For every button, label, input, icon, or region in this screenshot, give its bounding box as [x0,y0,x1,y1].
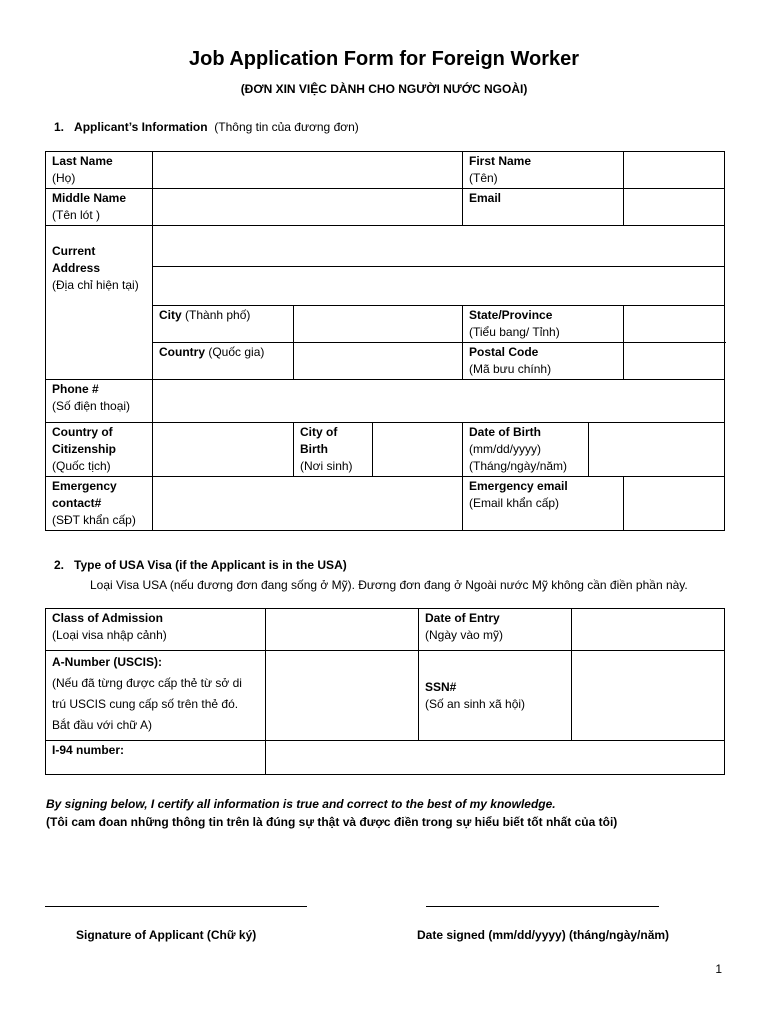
page-title: Job Application Form for Foreign Worker [188,48,580,70]
middle-name-label: Middle Name (Tên lót ) [46,189,153,226]
emergency-contact-label: Emergency contact# (SĐT khẩn cấp) [46,477,153,531]
class-of-admission-field[interactable] [266,609,419,651]
first-name-field[interactable] [624,152,725,189]
section-1-heading [54,120,359,134]
date-signed-line[interactable] [426,906,659,907]
date-signed-label: Date signed (mm/dd/yyyy) (tháng/ngày/năm) [417,928,670,942]
ssn-field[interactable] [572,651,725,741]
a-number-field[interactable] [266,651,419,741]
section-2-number: 2. [54,558,65,572]
first-name-label: First Name (Tên) [463,152,624,189]
section-2-label: Type of USA Visa (if the Applicant is in the USA) [74,558,347,572]
postal-code-field[interactable] [624,343,725,380]
middle-name-field[interactable] [153,189,463,226]
dob-label: Date of Birth (mm/dd/yyyy) (Tháng/ngày/năm) [463,423,589,477]
phone-field[interactable] [153,380,725,423]
applicant-info-table [45,151,725,531]
city-of-birth-label: City of Birth (Nơi sinh) [294,423,373,477]
section-1-number: 1. [54,120,65,134]
dob-field[interactable] [589,423,725,477]
date-of-entry-label: Date of Entry (Ngày vào mỹ) [419,609,572,651]
visa-table [45,608,725,775]
citizenship-label: Country of Citizenship (Quốc tịch) [46,423,153,477]
i94-label: I-94 number: [46,741,266,775]
state-field[interactable] [624,306,725,343]
state-label: State/Province (Tiểu bang/ Tỉnh) [463,306,624,343]
last-name-field[interactable] [153,152,463,189]
class-of-admission-label: Class of Admission (Loại visa nhập cảnh) [46,609,266,651]
address-line-1-field[interactable] [153,226,725,267]
signature-label: Signature of Applicant (Chữ ký) [76,928,257,942]
a-number-label: A-Number (USCIS): (Nếu đã từng được cấp thẻ từ sở di trú USCIS cung cấp số trên thẻ đó. Bắt đầu với chữ A) [46,651,266,741]
city-label: City (Thành phố) [153,306,294,343]
section-2-heading [54,558,347,572]
section-2-vi: Loại Visa USA (nếu đương đơn đang sống ở Mỹ). Đương đơn đang ở Ngoài nước Mỹ không cần điền phần này. [90,578,688,592]
last-name-label: Last Name (Họ) [46,152,153,189]
email-label: Email [463,189,624,226]
i94-field[interactable] [266,741,725,775]
certification-en: By signing below, I certify all information is true and correct to the best of my knowledge. [46,797,556,811]
country-label: Country (Quốc gia) [153,343,294,380]
city-of-birth-field[interactable] [373,423,463,477]
city-field[interactable] [294,306,463,343]
citizenship-field[interactable] [153,423,294,477]
signature-line[interactable] [45,906,307,907]
email-field[interactable] [624,189,725,226]
date-of-entry-field[interactable] [572,609,725,651]
address-line-2-field[interactable] [153,267,725,306]
current-address-label: Current Address (Địa chỉ hiện tại) [46,226,153,380]
certification-vi: (Tôi cam đoan những thông tin trên là đúng sự thật và được điền trong sự hiểu biết tốt nhất của tôi) [46,815,618,829]
ssn-label: SSN# (Số an sinh xã hội) [419,651,572,741]
emergency-email-label: Emergency email (Email khẩn cấp) [463,477,624,531]
page-subtitle: (ĐƠN XIN VIỆC DÀNH CHO NGƯỜI NƯỚC NGOÀI) [240,82,528,96]
country-field[interactable] [294,343,463,380]
page-number: 1 [715,962,722,976]
phone-label: Phone # (Số điện thoại) [46,380,153,423]
section-1-label: Applicant’s Information [74,120,208,134]
emergency-email-field[interactable] [624,477,725,531]
emergency-contact-field[interactable] [153,477,463,531]
certification-text [46,795,617,831]
section-1-vi: (Thông tin của đương đơn) [214,120,359,134]
postal-code-label: Postal Code (Mã bưu chính) [463,343,624,380]
